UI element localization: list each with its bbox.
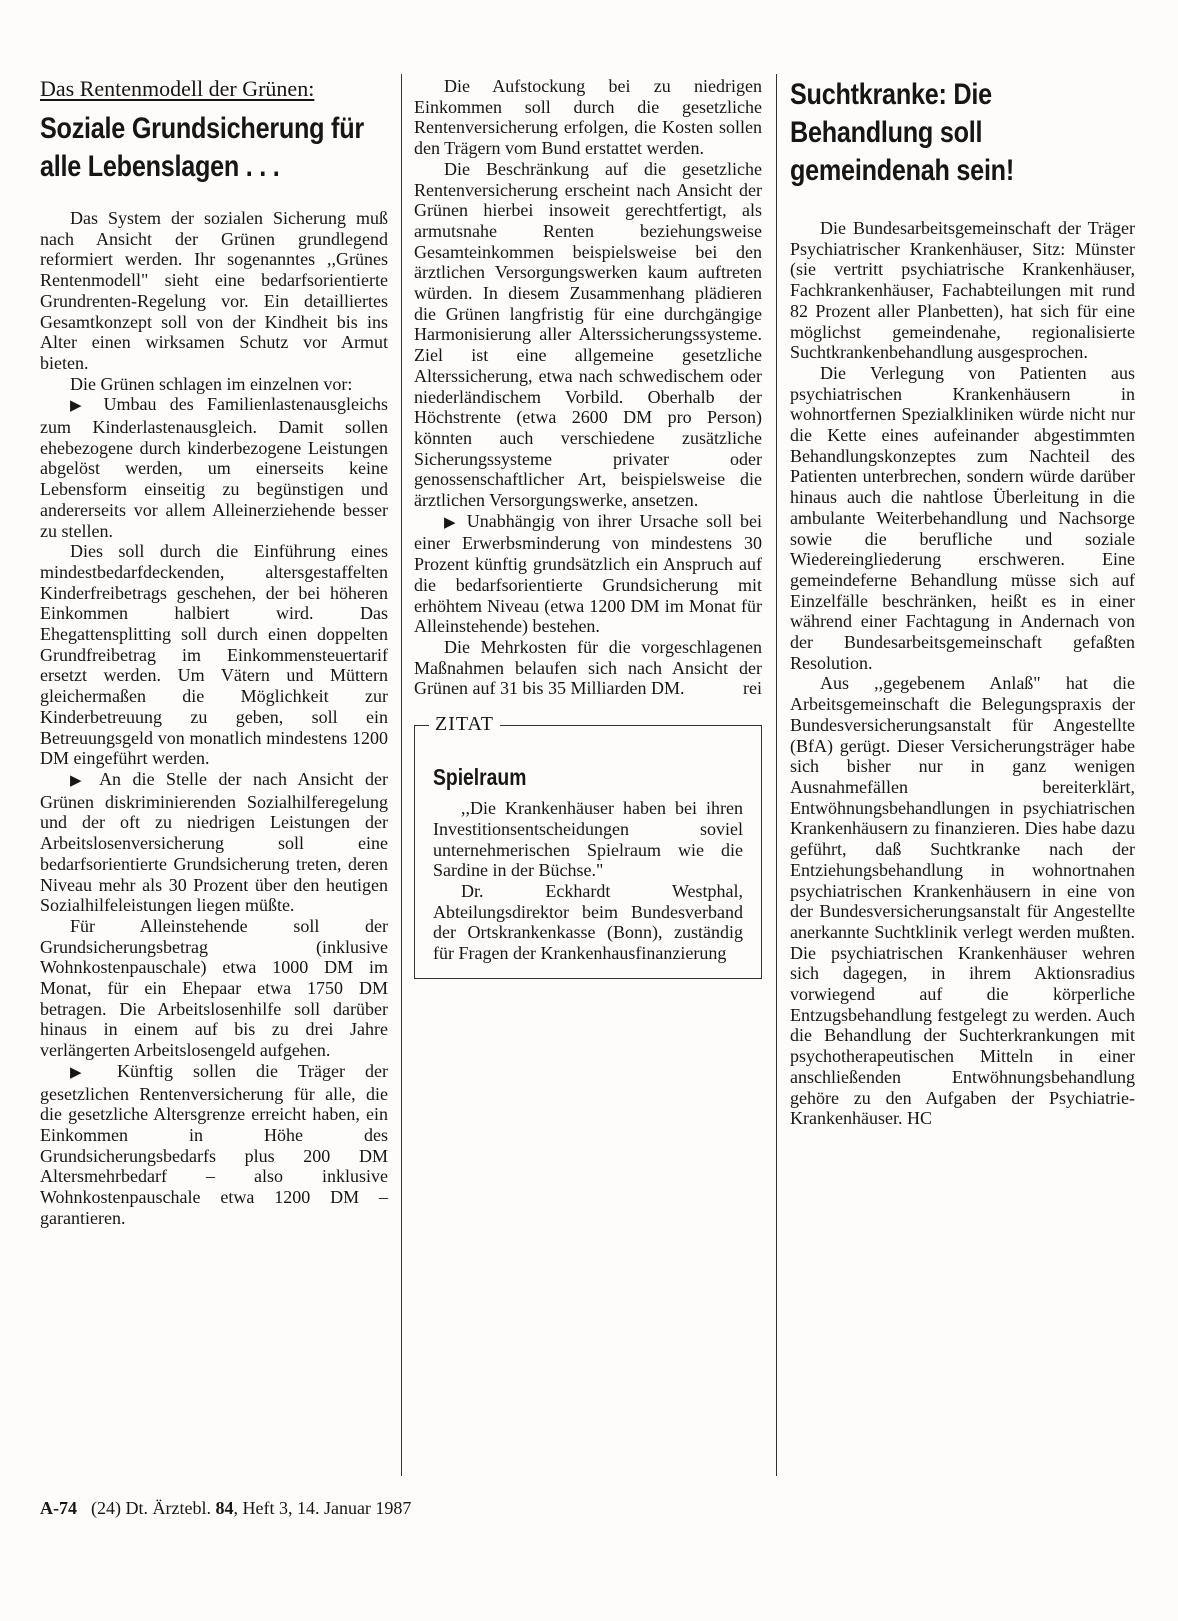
bullet-paragraph: ▶ Umbau des Familienlastenausgleichs zum Kinderlastenausgleich. Damit sollen ehebezogene durch kinderbezogene Leistungen abgelöst werden, um einerseits keine Lebensform einseitig zu begünstigen und andererseits vor allem Alleinerziehende besser zu stellen. <box>40 394 388 541</box>
body-paragraph: Die Beschränkung auf die gesetzliche Rentenversicherung erscheint nach Ansicht der Grünen hierbei insoweit gerechtfertigt, als armutsnahe Renten beziehungsweise Gesamteinkommen beispielsweise bei den ärztlichen Versorgungswerken kaum auftreten würden. In diesem Zusammenhang plädieren die Grünen langfristig für eine durchgängige Harmonisierung aller Alterssicherungssysteme. Ziel ist eine allgemeine gesetzliche Alterssicherung, etwa nach schwedischem oder niederländischem Vorbild. Oberhalb der Höchstrente (etwa 2600 DM pro Person) könnten auch verschiedene zusätzliche Sicherungssysteme privater oder genossenschaftlicher Art, beispielsweise die ärztlichen Versorgungswerke, ansetzen. <box>414 158 762 511</box>
triangle-bullet-icon: ▶ <box>70 398 91 415</box>
bullet-paragraph: ▶ Unabhängig von ihrer Ursache soll bei einer Erwerbsminderung von mindestens 30 Prozent künftig grundsätzlich ein Anspruch auf die bedarfsorientierte Grundsicherung mit erhöhtem Niveau (etwa 1200 DM im Monat für Alleinstehende) bestehen. <box>414 510 763 637</box>
author-signature: rei <box>743 678 762 699</box>
body-paragraph: Die Mehrkosten für die vorgeschlagenen Maßnahmen belaufen sich nach Ansicht der Grünen auf 31 bis 35 Milliarden DM. rei <box>414 636 762 699</box>
quote-text: ,,Die Krankenhäuser haben bei ihren Investitionsentscheidungen soviel unternehmerischen Spielraum wie die Sardine in der Büchse." <box>433 798 743 881</box>
quote-box <box>414 713 762 979</box>
page-footer <box>40 1498 411 1519</box>
bullet-paragraph: ▶ An die Stelle der nach Ansicht der Grünen diskriminierenden Sozialhilferegelung und der oft zu niedrigen Leistungen der Arbeitslosenversicherung soll eine bedarfsorientierte Grundsicherung treten, deren Niveau mehr als 30 Prozent über den heutigen Sozialhilfeleistungen liegen müßte. <box>40 768 388 916</box>
author-signature: HC <box>906 1108 932 1129</box>
issue-prefix: (24) Dt. Ärztebl. <box>91 1498 211 1518</box>
article-suchtkranke-column <box>790 76 1135 1129</box>
article-kicker: Das Rentenmodell der Grünen: <box>40 76 315 101</box>
issue-date: , Heft 3, 14. Januar 1987 <box>233 1498 412 1518</box>
article-rentenmodell-column-1 <box>40 76 388 1228</box>
bullet-paragraph: ▶ Künftig sollen die Träger der gesetzlichen Rentenversicherung für alle, die die gesetzliche Altersgrenze erreicht haben, ein Einkommen in Höhe des Grundsicherungsbedarfs plus 200 DM Altersmehrbedarf – also inklusive Wohnkostenpauschale etwa 1200 DM – garantieren. <box>40 1060 389 1228</box>
article-headline: Soziale Grundsicherung für alle Lebenslagen . . . <box>40 112 364 183</box>
body-paragraph: Die Verlegung von Patienten aus psychiatrischen Krankenhäusern in wohnortfernen Spezialkliniken würde nicht nur die Kette eines aufeinander abgestimmten Behandlungskonzeptes zum Nachteil des Patienten unterbrechen, sondern würde darüber hinaus auch die nahtlose Überleitung in die ambulante Weiterbehandlung und Nachsorge sowie die berufliche und soziale Wiedereingliederung erschweren. Eine gemeindeferne Behandlung müsse sich auf Einzelfälle beschränken, heißt es in einer während einer Fachtagung in Andernach von der Bundesarbeitsgemeinschaft gefaßten Resolution. <box>790 362 1135 673</box>
body-paragraph: Aus ,,gegebenem Anlaß" hat die Arbeitsgemeinschaft die Belegungspraxis der Bundesversicherungsanstalt für Angestellte (BfA) gerügt. Dieser Versicherungsträger habe sich bisher nur in ganz wenigen Ausnahmefällen bereiterklärt, Entwöhnungsbehandlungen in psychiatrischen Krankenhäusern zu finanzieren. Dies habe dazu geführt, daß Suchtkranke nach der Entziehungsbehandlung in wohnortnahen psychiatrischen Krankenhäusern in eine von der Bundesversicherungsanstalt für Angestellte anerkannte Suchtklinik verlegt werden mußten. Die psychiatrischen Krankenhäuser wehren sich dagegen, in ihrem Aktionsradius vorwiegend auf die körperliche Entzugsbehandlung festgelegt zu werden. Auch die Behandlung der Suchterkrankungen mit psychotherapeutischen Mitteln in einer anschließenden Entwöhnungsbehandlung gehöre zu den Aufgaben der Psychiatrie-Krankenhäuser. HC <box>790 673 1135 1129</box>
body-paragraph: Dies soll durch die Einführung eines mindestbedarfdeckenden, altersgestaffelten Kinderfreibetrags geschehen, der bei höheren Einkommen halbiert wird. Das Ehegattensplitting soll durch einen doppelten Grundfreibetrag im Einkommensteuertarif ersetzt werden. Um Vätern und Müttern gleichermaßen die Möglichkeit zur Kinderbetreuung zu geben, soll ein Betreuungsgeld von monatlich mindestens 1200 DM eingeführt werden. <box>40 541 388 769</box>
triangle-bullet-icon: ▶ <box>444 514 459 531</box>
column-rule-left <box>401 74 402 1476</box>
body-paragraph: Für Alleinstehende soll der Grundsicherungsbetrag (inklusive Wohnkostenpauschale) etwa 1000 DM im Monat, für ein Ehepaar etwa 1750 DM betragen. Die Arbeitslosenhilfe soll darüber hinaus in einem auf bis zu drei Jahre verlängerten Arbeitslosengeld aufgehen. <box>40 915 388 1061</box>
triangle-bullet-icon: ▶ <box>70 1064 98 1081</box>
body-paragraph: Die Grünen schlagen im einzelnen vor: <box>70 373 353 394</box>
quote-title: Spielraum <box>433 764 527 791</box>
body-paragraph: Die Aufstockung bei zu niedrigen Einkommen soll durch die gesetzliche Rentenversicherung erfolgen, die Kosten sollen den Trägern vom Bund erstattet werden. <box>414 76 762 159</box>
body-paragraph: Die Bundesarbeitsgemeinschaft der Träger Psychiatrischer Krankenhäuser, Sitz: Münster (sie vertritt psychiatrische Krankenhäuser, Fachkrankenhäuser, Fachabteilungen mit rund 82 Prozent aller Planbetten), hat sich für eine möglichst gemeindenahe, regionalisierte Suchtkrankenbehandlung ausgesprochen. <box>790 218 1135 363</box>
triangle-bullet-icon: ▶ <box>70 772 89 789</box>
body-paragraph: Das System der sozialen Sicherung muß nach Ansicht der Grünen grundlegend reformiert werden. Ihr sogenanntes ,,Grünes Rentenmodell" sieht eine bedarfsorientierte Grundrenten-Regelung vor. Ein detailliertes Gesamtkonzept soll von der Kindheit bis ins Alter einen wirksamen Schutz vor Armut bieten. <box>40 208 388 373</box>
page-number: A-74 <box>40 1498 77 1518</box>
column-rule-right <box>776 74 777 1476</box>
quote-source: Dr. Eckhardt Westphal, Abteilungsdirektor beim Bundesverband der Ortskrankenkasse (Bonn), zuständig für Fragen der Krankenhausfinanzierung <box>433 880 743 964</box>
article-headline: Suchtkranke: Die Behandlung soll gemeindenah sein! <box>790 78 1014 187</box>
article-rentenmodell-column-2 <box>414 76 762 979</box>
volume-number: 84 <box>215 1498 234 1518</box>
quote-box-label: ZITAT <box>429 713 500 736</box>
